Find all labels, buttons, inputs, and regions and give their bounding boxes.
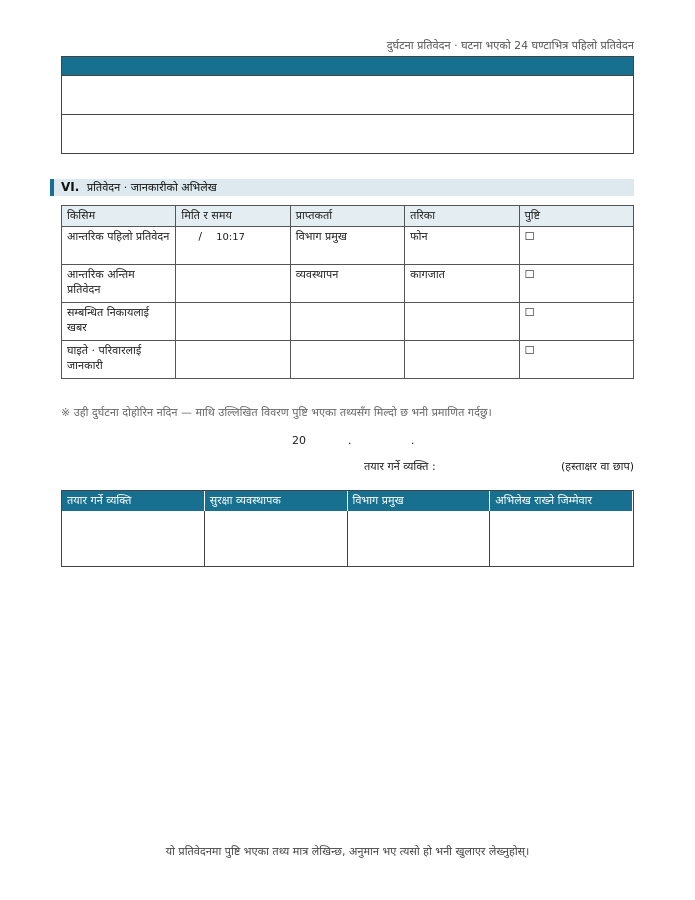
cell-datetime[interactable] [176,265,290,303]
section-title: प्रतिवेदन · जानकारीको अभिलेख [86,181,217,194]
cell-recipient: व्यवस्थापन [290,265,404,303]
date-line [292,434,414,447]
signoff-header-department-head: विभाग प्रमुख [348,491,491,511]
table-row [62,303,634,341]
page-footer: यो प्रतिवेदनमा पुष्टि भएका तथ्य मात्र लेखिन्छ, अनुमान भए त्यसो हो भनी खुलाएर लेख्नुहोस्। [165,845,530,858]
date-separator: / [198,230,203,243]
cell-method[interactable] [405,341,519,379]
table-header-bar [62,57,633,75]
confirm-checkbox[interactable]: ☐ [519,303,633,341]
table-row [62,75,633,114]
table-row [62,114,633,153]
signature-label: (हस्ताक्षर वा छाप) [561,460,634,473]
column-header-confirm: पुष्टि [519,206,633,227]
cell-type: सम्बन्धित निकायलाई खबर [62,303,176,341]
confirm-checkbox[interactable]: ☐ [519,341,633,379]
previous-section-table [61,56,634,154]
cell-recipient: विभाग प्रमुख [290,227,404,265]
column-header-recipient: प्राप्तकर्ता [290,206,404,227]
column-header-type: किसिम [62,206,176,227]
cell-type: आन्तरिक अन्तिम प्रतिवेदन [62,265,176,303]
time-value: 10:17 [216,232,245,243]
date-separator: . [347,434,352,447]
preparer-label: तयार गर्ने व्यक्ति : [364,460,436,473]
table-row [62,341,634,379]
cell-datetime[interactable] [176,303,290,341]
cell-type: घाइते · परिवारलाई जानकारी [62,341,176,379]
table-header-row [62,206,634,227]
cell-type: आन्तरिक पहिलो प्रतिवेदन [62,227,176,265]
cell-recipient[interactable] [290,341,404,379]
report-record-table [61,205,634,379]
section-heading [50,179,634,196]
running-header: दुर्घटना प्रतिवेदन · घटना भएको 24 घण्टाभित्र पहिलो प्रतिवेदन [386,39,634,52]
signature-box[interactable] [205,511,348,566]
date-separator: . [410,434,415,447]
certification-note: ※ उही दुर्घटना दोहोरिन नदिन — माथि उल्लिखित विवरण पुष्टि भएका तथ्यसँग मिल्दो छ भनी प्रमाणित गर्दछु। [61,406,492,419]
signature-box[interactable] [62,511,205,566]
table-row [62,265,634,303]
confirm-checkbox[interactable]: ☐ [519,265,633,303]
signoff-header-preparer: तयार गर्ने व्यक्ति [62,491,205,511]
column-header-datetime: मिति र समय [176,206,290,227]
signoff-header-safety-manager: सुरक्षा व्यवस्थापक [205,491,348,511]
cell-method[interactable] [405,303,519,341]
table-row [62,227,634,265]
cell-method: कागजात [405,265,519,303]
cell-method: फोन [405,227,519,265]
signoff-header-record-keeper: अभिलेख राख्ने जिम्मेवार [490,491,633,511]
cell-recipient[interactable] [290,303,404,341]
confirm-checkbox[interactable]: ☐ [519,227,633,265]
year-prefix: 20 [292,434,306,447]
signoff-table [61,490,634,567]
signature-box[interactable] [490,511,633,566]
column-header-method: तरिका [405,206,519,227]
signature-box[interactable] [348,511,491,566]
cell-datetime[interactable] [176,227,290,265]
cell-datetime[interactable] [176,341,290,379]
section-number: VI. [61,180,80,194]
